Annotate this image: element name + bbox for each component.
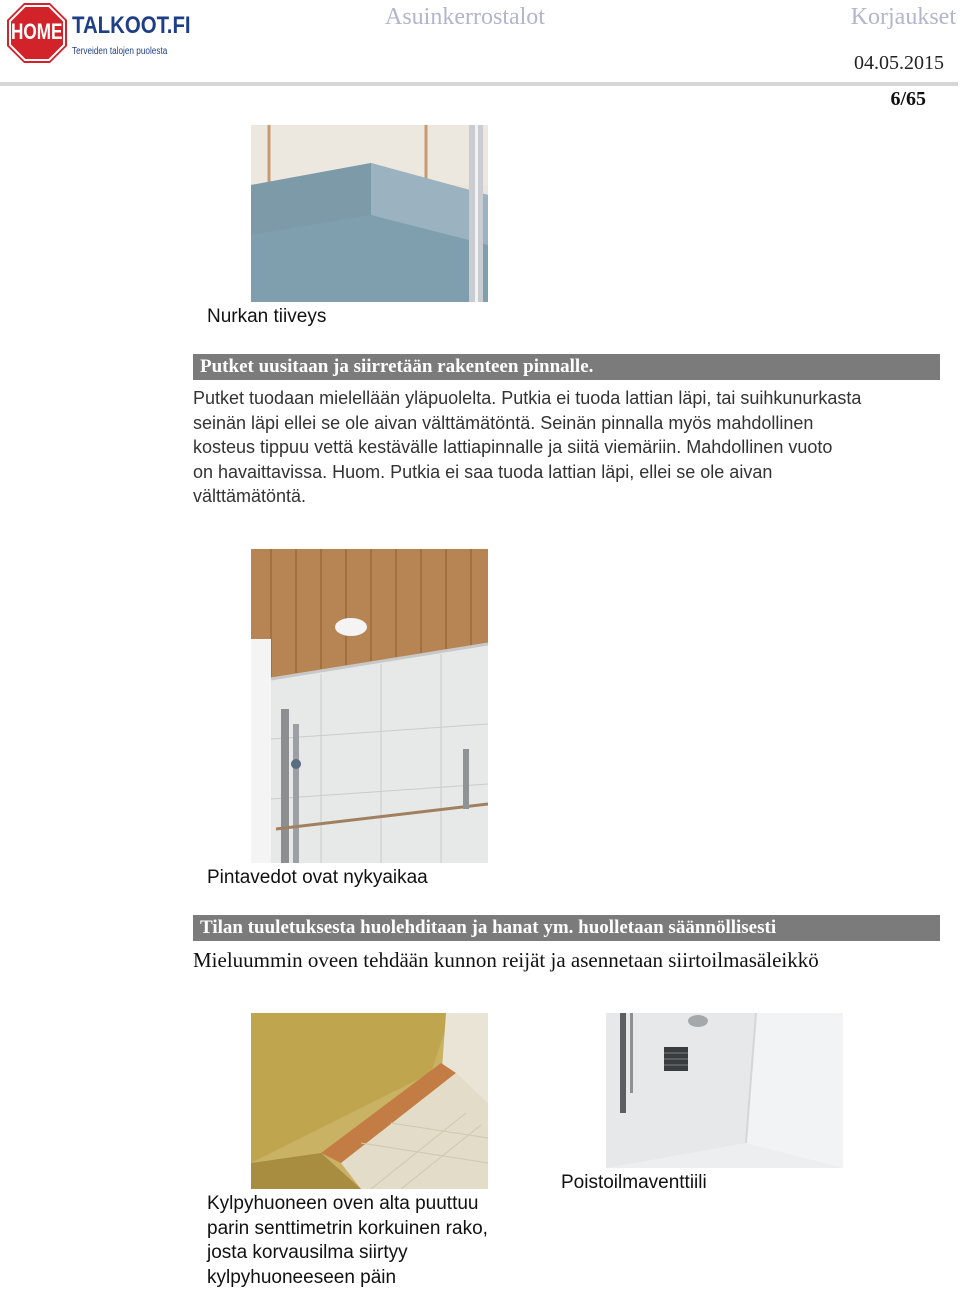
pipes-section-body bbox=[193, 386, 953, 509]
corner-photo-caption: Nurkan tiiveys bbox=[207, 305, 326, 330]
logo-tagline: Terveiden talojen puolesta bbox=[72, 46, 167, 57]
door-gap-caption bbox=[207, 1192, 488, 1290]
body-line: välttämätöntä. bbox=[193, 484, 953, 509]
caption-line: Kylpyhuoneen oven alta puuttuu bbox=[207, 1192, 488, 1217]
caption-line: kylpyhuoneeseen päin bbox=[207, 1266, 488, 1290]
hometalkoot-logo[interactable] bbox=[6, 2, 166, 66]
stop-sign-logo-icon bbox=[6, 2, 68, 64]
page-number: 6/65 bbox=[890, 88, 926, 111]
pipes-section-heading: Putket uusitaan ja siirretään rakenteen pinnalle. bbox=[193, 354, 940, 380]
caption-line: parin senttimetrin korkuinen rako, bbox=[207, 1217, 488, 1242]
body-line: on havaittavissa. Huom. Putkia ei saa tuoda lattian läpi, ellei se ole aivan bbox=[193, 460, 953, 485]
section-title: Asuinkerrostalot bbox=[385, 4, 545, 31]
exhaust-vent-caption: Poistoilmaventtiili bbox=[561, 1171, 707, 1196]
logo-home-text: HOME bbox=[11, 19, 62, 45]
exposed-pipes-photo bbox=[251, 549, 488, 863]
pipes-photo-caption: Pintavedot ovat nykyaikaa bbox=[207, 866, 428, 891]
document-date: 04.05.2015 bbox=[854, 52, 944, 75]
logo-talkoot-text: TALKOOT.FI bbox=[72, 12, 191, 40]
body-line: kosteus tippuu vettä kestävälle lattiapinnalle ja siitä viemäriin. Mahdollinen vuoto bbox=[193, 435, 953, 460]
caption-line: josta korvausilma siirtyy bbox=[207, 1241, 488, 1266]
category-title: Korjaukset bbox=[851, 4, 956, 31]
exhaust-vent-photo bbox=[606, 1013, 843, 1168]
body-line: Putket tuodaan mielellään yläpuolelta. Putkia ei tuoda lattian läpi, tai suihkunurkasta bbox=[193, 386, 953, 411]
shower-corner-photo bbox=[251, 125, 488, 302]
ventilation-section-body: Mieluummin oveen tehdään kunnon reijät ja asennetaan siirtoilmasäleikkö bbox=[193, 948, 819, 973]
header-divider bbox=[0, 82, 958, 86]
door-gap-photo bbox=[251, 1013, 488, 1189]
body-line: seinän läpi ellei se ole aivan välttämätöntä. Seinän pinnalla myös mahdollinen bbox=[193, 411, 953, 436]
ventilation-section-heading: Tilan tuuletuksesta huolehditaan ja hanat ym. huolletaan säännöllisesti bbox=[193, 915, 940, 941]
